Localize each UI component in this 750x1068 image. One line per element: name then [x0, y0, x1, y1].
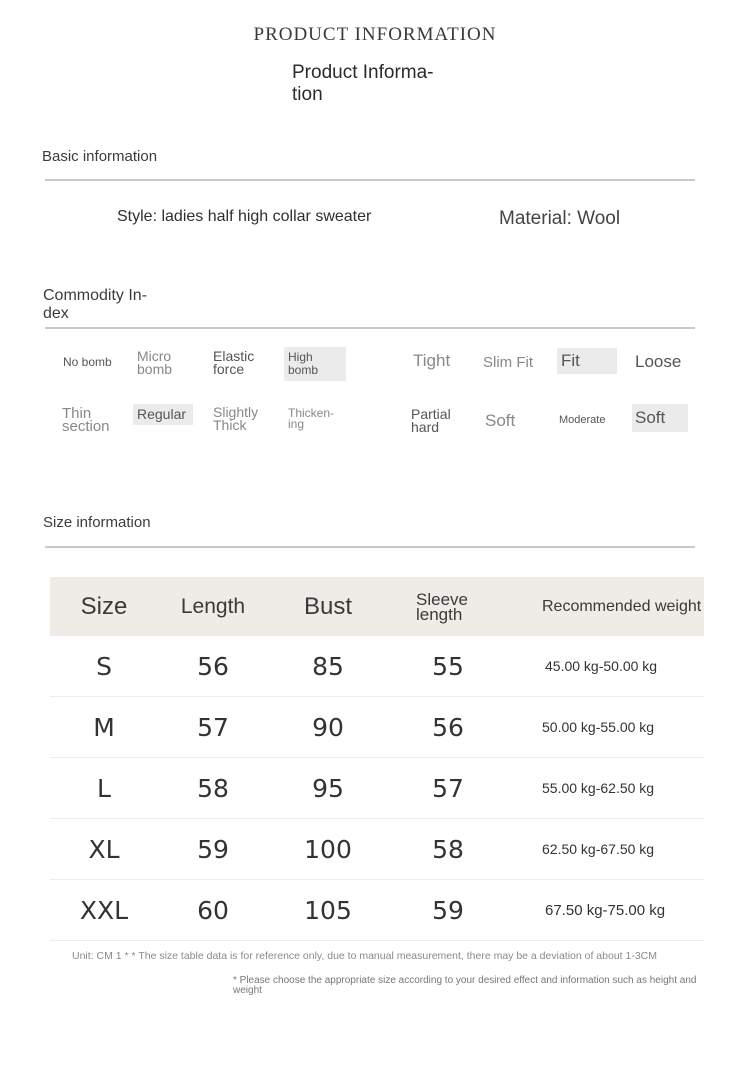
weight-cell: 45.00 kg-50.00 kg: [508, 636, 704, 697]
bust-cell: 100: [268, 819, 388, 880]
sleeve-cell: 55: [388, 636, 508, 697]
table-row: [50, 636, 704, 697]
index-tag: Elastic force: [213, 348, 255, 377]
index-tag-selected: Soft: [632, 404, 688, 432]
index-tag-selected: Regular: [133, 404, 193, 425]
size-cell: S: [50, 636, 158, 697]
style-value: Style: ladies half high collar sweater: [117, 208, 372, 225]
weight-cell: 67.50 kg-75.00 kg: [508, 880, 704, 941]
length-cell: 58: [158, 758, 268, 819]
size-table: [50, 577, 704, 941]
bust-cell: 85: [268, 636, 388, 697]
page-subtitle: Product Informa- tion: [292, 62, 434, 105]
sleeve-cell: 58: [388, 819, 508, 880]
bust-cell: 90: [268, 697, 388, 758]
size-info-label: Size information: [43, 514, 151, 531]
index-tag: Partial hard: [411, 406, 451, 435]
bust-cell: 95: [268, 758, 388, 819]
table-row: [50, 758, 704, 819]
index-tag: Micro bomb: [137, 348, 173, 377]
length-cell: 60: [158, 880, 268, 941]
length-cell: 56: [158, 636, 268, 697]
size-advice-note: * Please choose the appropriate size according to your desired effect and information such as height and weight: [233, 975, 697, 996]
index-tag: Loose: [635, 352, 682, 371]
size-cell: XXL: [50, 880, 158, 941]
length-cell: 59: [158, 819, 268, 880]
column-header: Recommended weight: [508, 577, 704, 636]
sleeve-cell: 57: [388, 758, 508, 819]
index-tag: Moderate: [559, 414, 606, 426]
weight-cell: 55.00 kg-62.50 kg: [508, 758, 704, 819]
table-row: [50, 697, 704, 758]
index-tag-selected: Fit: [557, 348, 617, 374]
index-tag: Thin section: [62, 405, 110, 435]
weight-cell: 50.00 kg-55.00 kg: [508, 697, 704, 758]
index-tag: Tight: [413, 351, 451, 370]
sleeve-cell: 56: [388, 697, 508, 758]
bust-cell: 105: [268, 880, 388, 941]
commodity-index-label: Commodity In- dex: [43, 287, 148, 322]
table-row: [50, 880, 704, 941]
index-tag: Slightly Thick: [213, 404, 259, 433]
index-tag: No bomb: [63, 355, 112, 369]
page-title: PRODUCT INFORMATION: [253, 24, 497, 45]
index-tag: Soft: [485, 411, 516, 430]
table-header-row: [50, 577, 704, 636]
divider: [45, 546, 695, 548]
length-cell: 57: [158, 697, 268, 758]
divider: [45, 179, 695, 181]
column-header: Length: [158, 577, 268, 636]
column-header: Bust: [268, 577, 388, 636]
index-tag-selected: High bomb: [284, 347, 346, 381]
size-cell: M: [50, 697, 158, 758]
column-header: Size: [50, 577, 158, 636]
index-tag: Slim Fit: [483, 354, 533, 371]
index-tag: Thicken- ing: [288, 406, 335, 431]
weight-cell: 62.50 kg-67.50 kg: [508, 819, 704, 880]
material-value: Material: Wool: [499, 208, 621, 229]
column-header: Sleeve length: [388, 577, 508, 636]
divider: [45, 327, 695, 329]
sleeve-cell: 59: [388, 880, 508, 941]
size-cell: XL: [50, 819, 158, 880]
size-note: Unit: CM 1 * * The size table data is for reference only, due to manual measurement, there may be a deviation of about 1-3CM: [72, 950, 658, 962]
basic-info-label: Basic information: [42, 148, 158, 165]
table-row: [50, 819, 704, 880]
size-cell: L: [50, 758, 158, 819]
